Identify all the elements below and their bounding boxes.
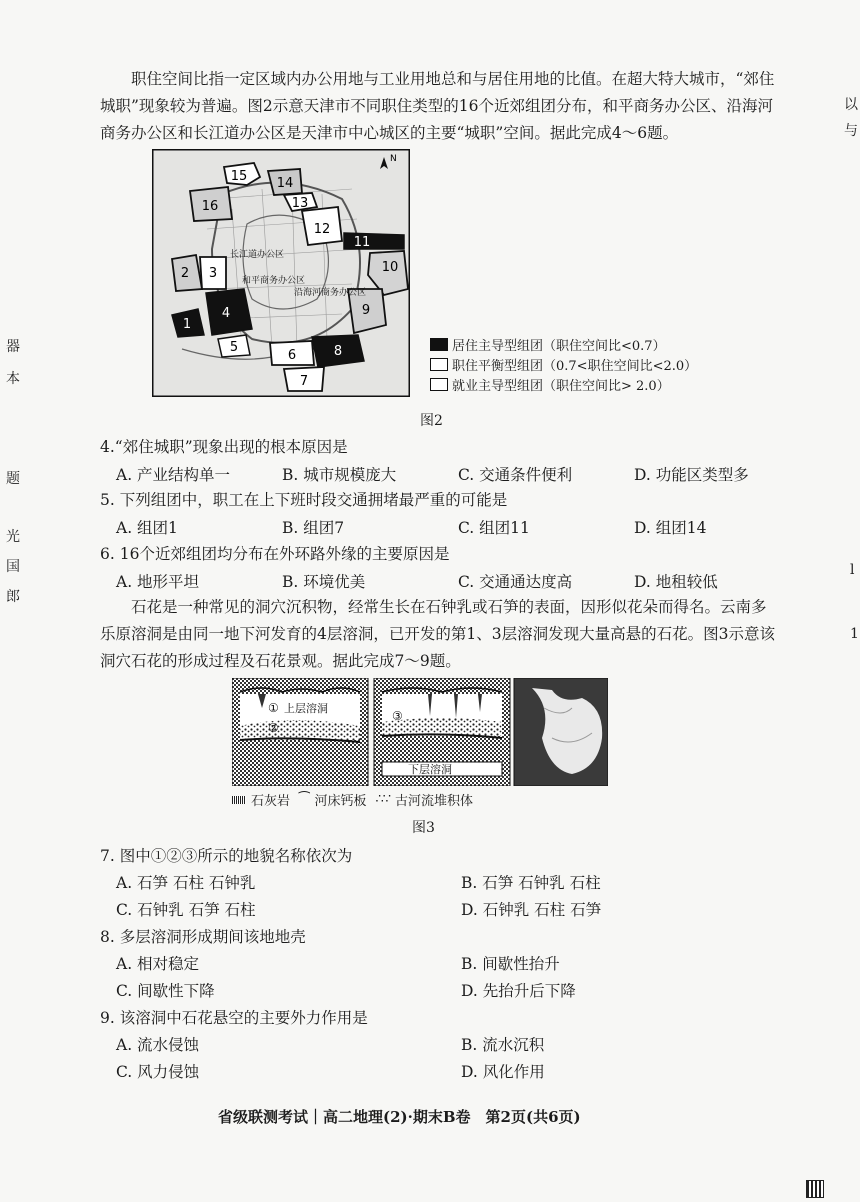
cave-panel-1: [232, 678, 368, 786]
edge-char: 题: [6, 471, 20, 487]
svg-text:沿海河商务办公区: 沿海河商务办公区: [294, 288, 367, 298]
question-8-stem: 8. 多层溶洞形成期间该地地壳: [100, 928, 306, 946]
legend-swatch-white: [430, 358, 448, 371]
legend-item-residential: [430, 335, 666, 354]
legend-limestone: 石灰岩: [251, 794, 291, 809]
svg-text:①: ①: [268, 701, 279, 715]
q6-option-a: A. 地形平坦: [116, 573, 200, 591]
q4-option-c: C. 交通条件便利: [458, 466, 573, 484]
edge-char: 本: [6, 371, 20, 387]
q6-option-b: B. 环境优美: [282, 573, 366, 591]
q8-option-a: A. 相对稳定: [116, 955, 200, 973]
q7-option-d: D. 石钟乳 石柱 石笋: [461, 901, 602, 919]
tianjin-map: [152, 149, 410, 397]
edge-char: l: [850, 562, 855, 578]
question-6-stem: 6. 16个近郊组团均分布在外环路外缘的主要原因是: [100, 545, 450, 563]
legend-swatch-black: [430, 338, 448, 351]
q7-option-a: A. 石笋 石柱 石钟乳: [116, 874, 256, 892]
intro-paragraph-1: 职住空间比指一定区域内办公用地与工业用地总和与居住用地的比值。在超大特大城市，“郊住城职”现象较为普遍。图2示意天津市不同职住类型的16个近郊组团分布，和平商务办公区、沿海河商务办公区和长江道办公区是天津市中心城区的主要“城职”空间。据此完成4～6题。: [100, 70, 775, 142]
q9-option-d: D. 风化作用: [461, 1063, 545, 1081]
svg-text:7: 7: [299, 374, 309, 389]
page-footer: 省级联测考试｜高二地理(2)·期末B卷 第2页(共6页): [218, 1108, 581, 1126]
stone-flower-photo: [514, 678, 608, 786]
cave-figure: [232, 678, 608, 786]
q7-option-b: B. 石笋 石钟乳 石柱: [461, 874, 601, 892]
figure-2-caption: 图2: [420, 413, 443, 429]
q4-option-a: A. 产业结构单一: [116, 466, 231, 484]
legend-sediment: 古河流堆积体: [395, 794, 474, 809]
svg-text:13: 13: [291, 196, 309, 211]
svg-text:11: 11: [353, 235, 371, 250]
edge-char: 与: [844, 123, 858, 139]
q9-option-c: C. 风力侵蚀: [116, 1063, 200, 1081]
svg-text:和平商务办公区: 和平商务办公区: [242, 276, 306, 286]
svg-text:12: 12: [313, 222, 331, 237]
q6-option-d: D. 地租较低: [634, 573, 718, 591]
svg-text:下层溶洞: 下层溶洞: [408, 763, 452, 776]
q7-option-c: C. 石钟乳 石笋 石柱: [116, 901, 256, 919]
svg-text:4: 4: [221, 306, 231, 321]
q8-option-d: D. 先抬升后下降: [461, 982, 576, 1000]
svg-text:③: ③: [392, 709, 403, 723]
q4-option-d: D. 功能区类型多: [634, 466, 749, 484]
question-7-stem: 7. 图中①②③所示的地貌名称依次为: [100, 847, 353, 865]
edge-char: 国: [6, 559, 20, 575]
sediment-swatch: ∴∵: [375, 792, 391, 807]
intro-paragraph-2: 石花是一种常见的洞穴沉积物，经常生长在石钟乳或石笋的表面，因形似花朵而得名。云南多乐原溶洞是由同一地下河发育的4层溶洞，已开发的第1、3层溶洞发现大量高悬的石花。图3示意该洞穴石花的形成过程及石花景观。据此完成7～9题。: [100, 598, 775, 670]
figure-3-caption: 图3: [412, 820, 435, 836]
edge-char: 以: [844, 97, 858, 113]
riverbed-swatch: ⁀: [299, 792, 310, 807]
figure-3-legend: [232, 790, 473, 809]
legend-item-employment: [430, 375, 670, 394]
q5-option-b: B. 组团7: [282, 519, 345, 537]
q6-option-c: C. 交通通达度高: [458, 573, 573, 591]
svg-text:N: N: [390, 154, 397, 164]
legend-swatch-white: [430, 378, 448, 391]
svg-text:②: ②: [268, 721, 279, 735]
svg-text:9: 9: [361, 303, 371, 318]
legend-label: 职住平衡型组团（0.7<职住空间比<2.0）: [452, 359, 698, 374]
qr-code-icon: [806, 1180, 824, 1198]
legend-item-balanced: [430, 355, 697, 374]
svg-text:8: 8: [333, 344, 343, 359]
edge-char: 光: [6, 529, 20, 545]
svg-text:3: 3: [208, 266, 218, 281]
q5-option-c: C. 组团11: [458, 519, 530, 537]
edge-char: 1: [850, 626, 859, 642]
legend-riverbed: 河床钙板: [314, 794, 367, 809]
svg-text:5: 5: [229, 340, 239, 355]
q5-option-a: A. 组团1: [116, 519, 178, 537]
svg-text:上层溶洞: 上层溶洞: [284, 702, 328, 715]
limestone-swatch: [232, 796, 246, 804]
svg-text:6: 6: [287, 348, 297, 363]
svg-text:14: 14: [276, 176, 294, 191]
q9-option-b: B. 流水沉积: [461, 1036, 545, 1054]
svg-text:2: 2: [180, 266, 190, 281]
svg-text:15: 15: [230, 169, 248, 184]
q4-option-b: B. 城市规模庞大: [282, 466, 397, 484]
question-5-stem: 5. 下列组团中，职工在上下班时段交通拥堵最严重的可能是: [100, 491, 508, 509]
question-9-stem: 9. 该溶洞中石花悬空的主要外力作用是: [100, 1009, 368, 1027]
q8-option-c: C. 间歇性下降: [116, 982, 215, 1000]
svg-text:16: 16: [201, 199, 219, 214]
question-4-stem: 4.“郊住城职”现象出现的根本原因是: [100, 438, 348, 456]
edge-char: 器: [6, 339, 20, 355]
legend-label: 就业主导型组团（职住空间比> 2.0）: [452, 379, 670, 394]
legend-label: 居住主导型组团（职住空间比<0.7）: [452, 339, 666, 354]
q8-option-b: B. 间歇性抬升: [461, 955, 560, 973]
q5-option-d: D. 组团14: [634, 519, 707, 537]
svg-text:10: 10: [381, 260, 399, 275]
q9-option-a: A. 流水侵蚀: [116, 1036, 200, 1054]
svg-text:1: 1: [182, 317, 192, 332]
svg-text:长江道办公区: 长江道办公区: [230, 250, 285, 260]
edge-char: 郎: [6, 589, 20, 605]
